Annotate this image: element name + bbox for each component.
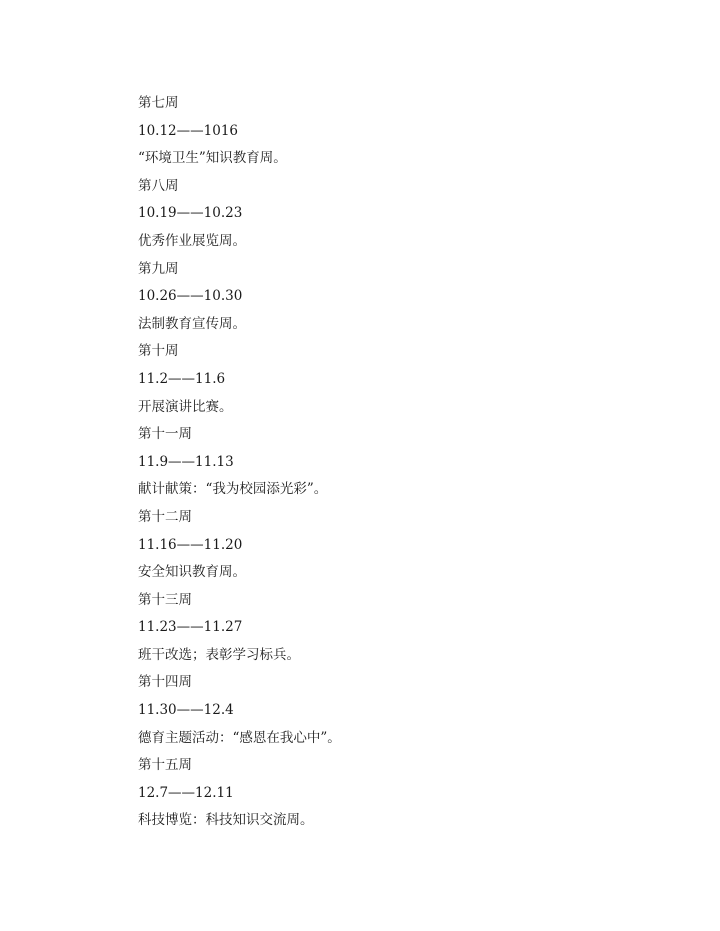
- week-label: 第十三周: [138, 591, 192, 608]
- week-label: 第十五周: [138, 757, 192, 774]
- week-label: 第七周: [138, 95, 179, 111]
- week-activity: 班干改选；表彰学习标兵。: [138, 646, 300, 663]
- week-activity: 德育主题活动：“感恩在我心中”。: [138, 729, 341, 746]
- week-activity: “环境卫生”知识教育周。: [138, 150, 287, 167]
- week-dates: 11.23——11.27: [138, 619, 243, 636]
- week-dates: 10.26——10.30: [138, 288, 243, 305]
- week-dates: 11.30——12.4: [138, 702, 234, 719]
- week-label: 第十一周: [138, 426, 192, 443]
- week-activity: 法制教育宣传周。: [138, 315, 246, 332]
- week-activity: 安全知识教育周。: [138, 564, 246, 581]
- week-label: 第十周: [138, 343, 179, 360]
- week-dates: 12.7——12.11: [138, 784, 234, 801]
- week-dates: 10.12——1016: [138, 122, 239, 139]
- week-dates: 11.16——11.20: [138, 536, 243, 553]
- week-activity: 献计献策：“我为校园添光彩”。: [138, 481, 328, 498]
- week-activity: 优秀作业展览周。: [138, 232, 246, 249]
- week-activity: 开展演讲比赛。: [138, 398, 233, 415]
- week-label: 第十二周: [138, 508, 192, 525]
- week-activity: 科技博览：科技知识交流周。: [138, 812, 314, 829]
- document-body: [138, 92, 658, 837]
- week-dates: 11.9——11.13: [138, 453, 234, 470]
- week-dates: 11.2——11.6: [138, 370, 226, 387]
- week-dates: 10.19——10.23: [138, 205, 243, 222]
- week-label: 第九周: [138, 260, 179, 277]
- week-label: 第十四周: [138, 674, 192, 691]
- week-label: 第八周: [138, 177, 179, 194]
